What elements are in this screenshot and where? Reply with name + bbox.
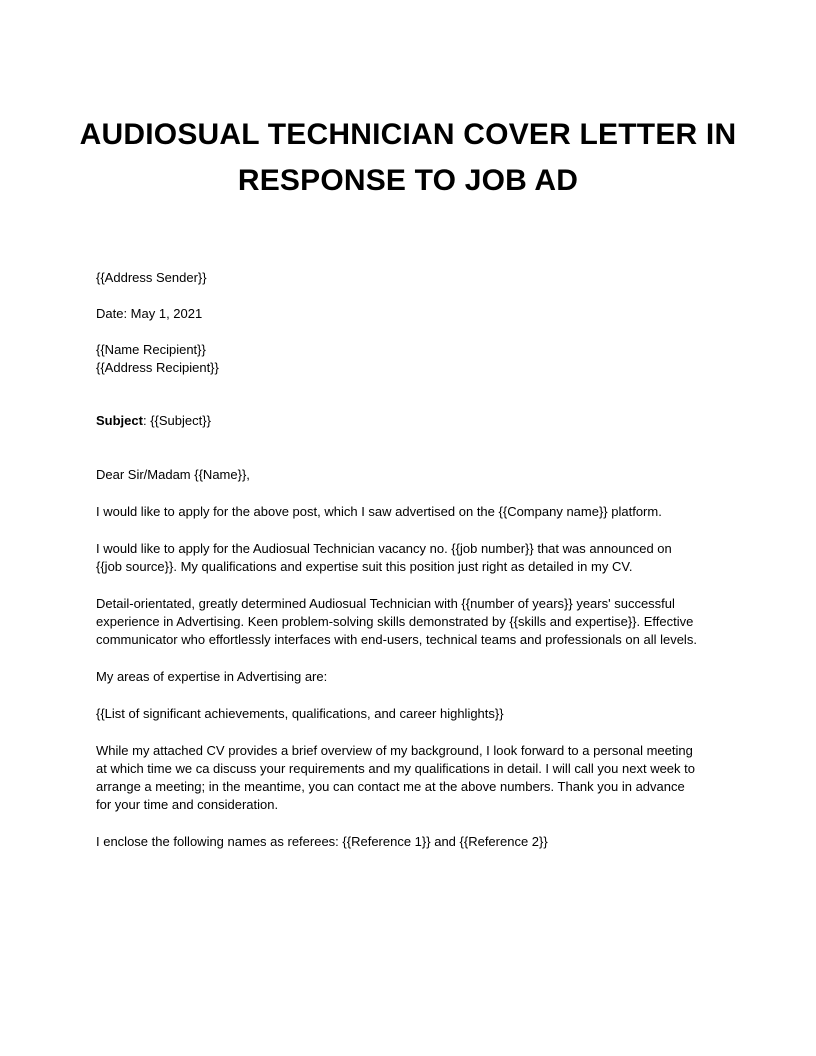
document-title xyxy=(60,112,756,204)
paragraph-6-line-4: for your time and consideration. xyxy=(96,797,279,812)
paragraph-2-line-1: I would like to apply for the Audiosual Technician vacancy no. {{job number}} that was announced on xyxy=(96,541,672,556)
salutation: Dear Sir/Madam {{Name}}, xyxy=(96,467,250,482)
paragraph-4: My areas of expertise in Advertising are: xyxy=(96,669,328,684)
title-line-1: AUDIOSUAL TECHNICIAN COVER LETTER IN xyxy=(79,118,737,151)
address-sender: {{Address Sender}} xyxy=(96,270,207,285)
paragraph-6-line-2: at which time we ca discuss your requirements and my qualifications in detail. I will call you next week to xyxy=(96,761,695,776)
subject-label: Subject xyxy=(96,413,143,428)
paragraph-2 xyxy=(96,540,728,576)
paragraph-3-line-2: experience in Advertising. Keen problem-solving skills demonstrated by {{skills and expertise}}. Effective xyxy=(96,614,694,629)
subject-line xyxy=(96,412,728,430)
address-recipient: {{Address Recipient}} xyxy=(96,360,219,375)
paragraph-6 xyxy=(96,742,728,814)
name-recipient: {{Name Recipient}} xyxy=(96,342,206,357)
paragraph-5: {{List of significant achievements, qualifications, and career highlights}} xyxy=(96,706,504,721)
paragraph-3 xyxy=(96,595,728,649)
paragraph-3-line-1: Detail-orientated, greatly determined Audiosual Technician with {{number of years}} years' successful xyxy=(96,596,675,611)
paragraph-7: I enclose the following names as referees: {{Reference 1}} and {{Reference 2}} xyxy=(96,834,548,849)
letter-body xyxy=(96,269,728,851)
paragraph-6-line-3: arrange a meeting; in the meantime, you can contact me at the above numbers. Thank you in advance xyxy=(96,779,685,794)
paragraph-2-line-2: {{job source}}. My qualifications and expertise suit this position just right as detailed in my CV. xyxy=(96,559,633,574)
paragraph-3-line-3: communicator who effortlessly interfaces with end-users, technical teams and professionals on all levels. xyxy=(96,632,697,647)
title-line-2: RESPONSE TO JOB AD xyxy=(237,164,579,197)
subject-value: : {{Subject}} xyxy=(142,413,211,428)
date-line: Date: May 1, 2021 xyxy=(96,306,203,321)
paragraph-1: I would like to apply for the above post, which I saw advertised on the {{Company name}} platform. xyxy=(96,504,662,519)
paragraph-6-line-1: While my attached CV provides a brief overview of my background, I look forward to a personal meeting xyxy=(96,743,693,758)
